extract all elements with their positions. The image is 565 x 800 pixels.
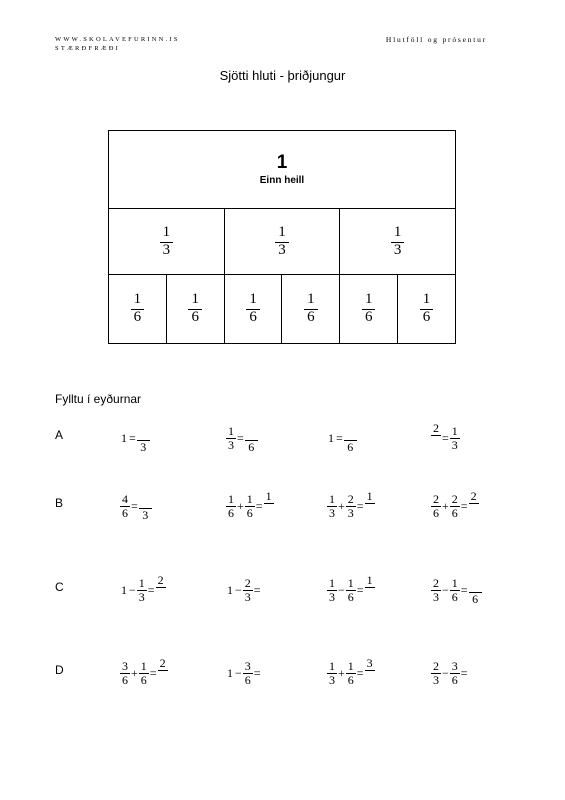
math-symbol: 1 [328, 430, 334, 445]
exercise-row-label: D [55, 663, 64, 677]
exercises-heading: Fylltu í eyðurnar [55, 392, 142, 406]
denominator: 6 [191, 309, 199, 325]
math-symbol: = [460, 498, 468, 513]
exercise-row [0, 653, 565, 693]
denominator: 3 [142, 508, 149, 522]
exercise-item [226, 486, 274, 526]
numerator: 1 [188, 292, 202, 310]
math-symbol: = [460, 582, 468, 597]
fraction [226, 425, 236, 451]
fraction [327, 493, 337, 519]
fraction [158, 657, 168, 688]
math-symbol: = [336, 430, 343, 445]
blank-numerator[interactable] [344, 422, 357, 441]
math-symbol: + [237, 498, 244, 513]
numerator: 1 [265, 489, 272, 504]
fraction [362, 292, 376, 326]
numerator: 3 [122, 658, 128, 673]
exercise-item [431, 486, 479, 526]
denominator: 6 [228, 505, 234, 520]
numerator: 1 [362, 292, 376, 310]
math-symbol: − [235, 582, 242, 597]
denominator: 6 [248, 440, 255, 454]
sixth-cell [397, 275, 455, 343]
exercise-item [120, 418, 150, 458]
blank-numerator[interactable] [139, 490, 152, 509]
whole-label: Einn heill [259, 175, 305, 186]
denominator: 3 [228, 437, 234, 452]
numerator: 2 [470, 489, 477, 504]
denominator: 3 [451, 437, 458, 452]
denominator: 6 [472, 592, 479, 606]
math-symbol: 1 [227, 665, 233, 680]
blank-denominator[interactable] [158, 671, 167, 689]
math-symbol: − [129, 582, 136, 597]
fraction [246, 292, 260, 326]
fraction [160, 225, 174, 259]
topic-label: Hlutföll og prósentur [385, 35, 487, 44]
numerator: 1 [347, 658, 354, 673]
denominator: 3 [393, 241, 402, 258]
numerator: 1 [140, 658, 147, 673]
math-symbol: − [235, 665, 242, 680]
exercise-item [431, 570, 482, 610]
numerator: 2 [451, 491, 458, 506]
numerator: 1 [246, 491, 253, 506]
math-symbol: = [442, 430, 449, 445]
numerator: 4 [122, 491, 128, 506]
fraction [264, 490, 274, 521]
numerator: 2 [433, 575, 439, 590]
math-symbol: + [338, 665, 345, 680]
denominator: 3 [433, 589, 439, 604]
fraction [243, 660, 253, 686]
math-symbol: + [131, 665, 138, 680]
sixths-row [109, 275, 455, 343]
exercise-item [327, 570, 375, 610]
sixth-cell [224, 275, 282, 343]
denominator: 6 [347, 440, 354, 454]
sixth-cell [339, 275, 397, 343]
header-site [55, 35, 180, 53]
site-url: WWW.SKOLAVEFURINN.IS [55, 36, 180, 43]
denominator: 6 [133, 309, 142, 325]
fraction [450, 660, 460, 686]
page-title: Sjötti hluti - þriðjungur [219, 68, 346, 83]
math-symbol: 1 [227, 582, 233, 597]
fraction [137, 577, 147, 603]
math-symbol: = [356, 582, 364, 597]
fraction [275, 225, 289, 259]
numerator: 3 [451, 658, 458, 673]
blank-denominator[interactable] [264, 504, 273, 522]
fraction [431, 577, 441, 603]
numerator: 1 [420, 292, 434, 310]
numerator: 1 [131, 292, 145, 310]
math-symbol: = [237, 430, 244, 445]
blank-denominator[interactable] [156, 588, 165, 606]
denominator: 6 [140, 672, 147, 687]
numerator: 3 [244, 658, 251, 673]
numerator: 2 [157, 573, 164, 588]
numerator: 1 [366, 489, 373, 504]
fraction [344, 422, 357, 453]
exercise-item [120, 570, 166, 610]
exercise-item [431, 653, 469, 693]
exercise-item [120, 653, 168, 693]
third-cell [339, 209, 455, 274]
sixth-cell [281, 275, 339, 343]
fraction [391, 225, 405, 259]
blank-denominator[interactable] [432, 436, 441, 454]
numerator: 1 [138, 575, 145, 590]
math-symbol: − [442, 582, 449, 597]
numerator: 1 [451, 423, 458, 438]
exercise-item [226, 653, 262, 693]
denominator: 6 [246, 505, 253, 520]
math-symbol: + [338, 498, 345, 513]
denominator: 6 [422, 309, 431, 325]
denominator: 3 [329, 589, 335, 604]
denominator: 6 [347, 589, 354, 604]
numerator: 1 [304, 292, 318, 310]
numerator: 1 [329, 575, 335, 590]
fraction [188, 292, 202, 326]
numerator: 2 [433, 658, 439, 673]
denominator: 3 [433, 672, 439, 687]
fraction [431, 493, 441, 519]
fraction [365, 574, 375, 605]
fraction [120, 660, 130, 686]
denominator: 3 [329, 672, 335, 687]
numerator: 1 [329, 491, 335, 506]
denominator: 3 [138, 589, 145, 604]
sixth-cell [166, 275, 224, 343]
fraction [420, 292, 434, 326]
numerator: 1 [391, 225, 405, 243]
numerator: 2 [159, 656, 166, 671]
exercise-row-label: C [55, 580, 64, 594]
numerator: 1 [451, 575, 458, 590]
fraction [450, 425, 460, 451]
numerator: 1 [228, 423, 234, 438]
subject-label: STÆRÐFRÆÐI [55, 45, 120, 52]
denominator: 3 [140, 440, 147, 454]
exercise-item [327, 486, 375, 526]
fraction [469, 574, 482, 605]
math-symbol: = [255, 498, 263, 513]
exercise-item [120, 486, 152, 526]
fraction [139, 660, 149, 686]
denominator: 6 [433, 505, 439, 520]
math-symbol: = [356, 498, 364, 513]
numerator: 2 [433, 421, 439, 436]
math-symbol: − [338, 582, 345, 597]
third-cell [224, 209, 340, 274]
math-symbol: + [442, 498, 449, 513]
fraction [245, 493, 255, 519]
math-symbol: = [356, 665, 364, 680]
math-symbol: 1 [121, 430, 127, 445]
exercise-item [327, 653, 375, 693]
fraction [327, 577, 337, 603]
math-symbol: = [129, 430, 136, 445]
exercise-item [431, 418, 460, 458]
denominator: 6 [249, 309, 257, 325]
fraction [156, 574, 166, 605]
denominator: 6 [364, 309, 373, 325]
fraction [139, 490, 152, 521]
denominator: 6 [122, 672, 128, 687]
sixth-cell [109, 275, 166, 343]
blank-denominator[interactable] [365, 588, 374, 606]
exercise-item [327, 418, 357, 458]
exercise-row [0, 486, 565, 526]
blank-numerator[interactable] [245, 422, 258, 441]
numerator: 2 [347, 491, 354, 506]
math-symbol: = [131, 498, 138, 513]
blank-numerator[interactable] [137, 422, 150, 441]
fraction [450, 493, 460, 519]
whole-row [109, 131, 455, 209]
numerator: 1 [366, 573, 373, 588]
fraction-chart [108, 130, 456, 344]
numerator: 1 [275, 225, 289, 243]
fraction [346, 660, 356, 686]
blank-numerator[interactable] [469, 574, 482, 593]
fraction [431, 422, 441, 453]
fraction [450, 577, 460, 603]
exercise-row [0, 418, 565, 458]
fraction [431, 660, 441, 686]
denominator: 6 [451, 672, 458, 687]
numerator: 1 [329, 658, 335, 673]
exercise-item [226, 570, 262, 610]
fraction [365, 657, 375, 688]
fraction [469, 490, 479, 521]
numerator: 1 [228, 491, 234, 506]
fraction [245, 422, 258, 453]
fraction [120, 493, 130, 519]
fraction [346, 493, 356, 519]
denominator: 6 [451, 505, 458, 520]
math-symbol: = [147, 582, 155, 597]
exercise-item [226, 418, 258, 458]
exercise-row-label: A [55, 428, 64, 442]
whole-cell [109, 131, 455, 208]
math-symbol: 1 [121, 582, 127, 597]
blank-denominator[interactable] [365, 671, 374, 689]
math-symbol: = [253, 665, 261, 680]
denominator: 3 [162, 241, 171, 258]
third-cell [109, 209, 224, 274]
denominator: 6 [347, 672, 354, 687]
denominator: 6 [307, 309, 315, 325]
denominator: 6 [451, 589, 458, 604]
whole-value: 1 [276, 152, 288, 173]
blank-denominator[interactable] [469, 504, 478, 522]
exercise-row-label: B [55, 496, 64, 510]
numerator: 2 [244, 575, 251, 590]
fraction [304, 292, 318, 326]
math-symbol: = [253, 582, 261, 597]
fraction [131, 292, 145, 326]
fraction [327, 660, 337, 686]
denominator: 6 [244, 672, 251, 687]
math-symbol: − [442, 665, 449, 680]
denominator: 3 [278, 241, 286, 258]
denominator: 3 [329, 505, 335, 520]
blank-denominator[interactable] [365, 504, 374, 522]
fraction [137, 422, 150, 453]
denominator: 3 [244, 589, 251, 604]
numerator: 3 [366, 656, 373, 671]
numerator: 1 [347, 575, 354, 590]
denominator: 6 [122, 505, 128, 520]
fraction [226, 493, 236, 519]
fraction [243, 577, 253, 603]
numerator: 1 [246, 292, 260, 310]
denominator: 3 [347, 505, 354, 520]
exercise-row [0, 570, 565, 610]
thirds-row [109, 209, 455, 275]
numerator: 2 [433, 491, 439, 506]
fraction [365, 490, 375, 521]
math-symbol: = [149, 665, 157, 680]
numerator: 1 [160, 225, 174, 243]
fraction [346, 577, 356, 603]
math-symbol: = [460, 665, 468, 680]
